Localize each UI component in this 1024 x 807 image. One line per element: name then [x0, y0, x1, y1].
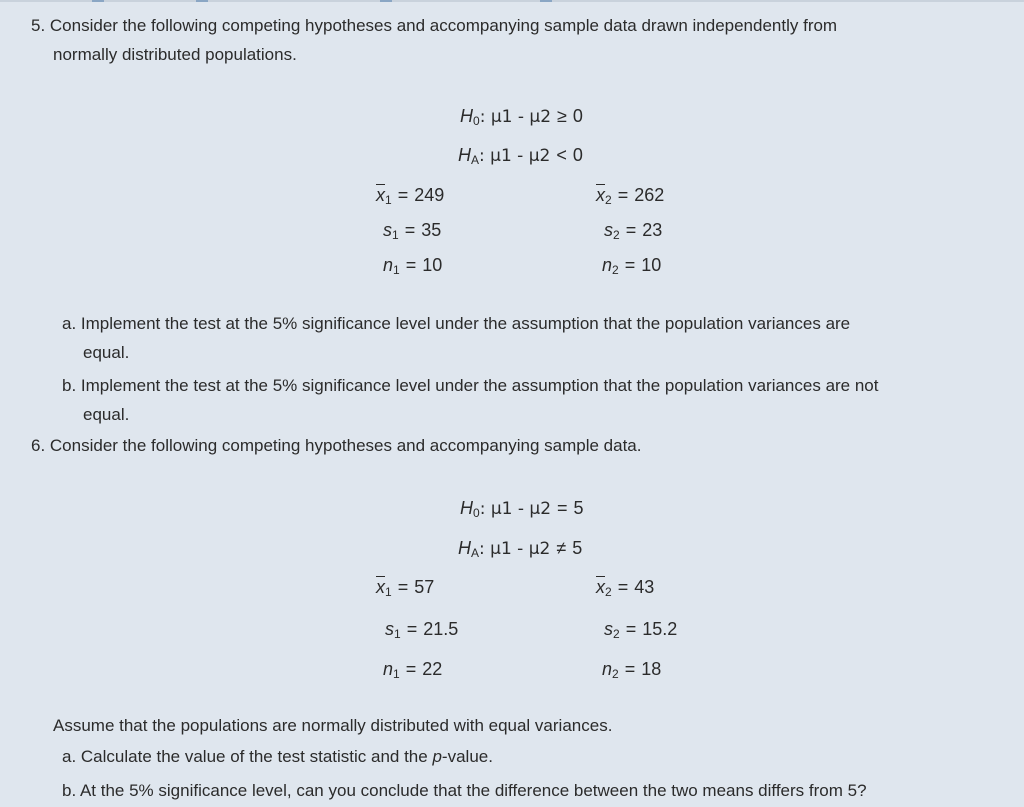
xbar1-value: 57 [414, 577, 435, 597]
q5-intro-line1: 5. Consider the following competing hypotheses and accompanying sample data drawn independently from [31, 16, 838, 35]
q5-part-a-line1: a. Implement the test at the 5% significance level under the assumption that the population variances are [62, 314, 851, 333]
h-symbol: H [460, 106, 473, 126]
q6-xbar1: $\overline{x}_1 = 57$ [376, 577, 435, 599]
part-a-suffix: -value. [441, 747, 493, 766]
divider-tick [196, 0, 208, 2]
q6-part-a [62, 746, 493, 768]
rhs-value: 0 [572, 106, 583, 126]
top-divider [0, 0, 1024, 2]
q5-s1: $s_1 = 35$ [383, 220, 442, 242]
s1-value: 21.5 [423, 619, 459, 639]
s2-value: 15.2 [642, 619, 678, 639]
n2-value: 18 [641, 659, 662, 679]
q6-n2: $n_2 = 18$ [602, 659, 662, 681]
s2-value: 23 [642, 220, 663, 240]
mu-difference: : μ1 - μ2 [479, 499, 552, 519]
h-subscript: A [471, 153, 480, 167]
divider-tick [92, 0, 104, 2]
q6-n1: $n_1 = 22$ [383, 659, 443, 681]
xbar1-value: 249 [414, 185, 445, 205]
operator: ≥ [557, 106, 567, 126]
q5-part-b-line1: b. Implement the test at the 5% significance level under the assumption that the population variances are not [62, 376, 879, 395]
q5-alt-hypothesis [458, 143, 583, 168]
part-a-text: a. Calculate the value of the test statistic and the [62, 747, 433, 766]
h-symbol: H [460, 498, 473, 518]
xbar2-value: 43 [634, 577, 655, 597]
p-symbol: p [432, 747, 442, 766]
q5-part-a-line2: equal. [83, 343, 130, 362]
q5-xbar1: $\overline{x}_1 = 249$ [376, 185, 445, 207]
h-subscript: 0 [473, 114, 480, 128]
q5-null-hypothesis [460, 104, 583, 129]
q6-xbar2: $\overline{x}_2 = 43$ [596, 577, 655, 599]
mu-difference: : μ1 - μ2 [479, 107, 552, 127]
operator: ≠ [556, 538, 567, 558]
q6-assumption: Assume that the populations are normally distributed with equal variances. [53, 716, 613, 735]
q6-alt-hypothesis [458, 536, 582, 561]
q5-part-b-line2: equal. [83, 405, 130, 424]
n1-value: 10 [422, 255, 443, 275]
q5-n1: $n_1 = 10$ [383, 255, 443, 277]
q6-null-hypothesis [460, 496, 584, 521]
q5-intro-line2: normally distributed populations. [53, 45, 297, 64]
operator: = [557, 498, 568, 518]
q6-s1: $s_1 = 21.5$ [385, 619, 459, 641]
h-symbol: H [458, 145, 471, 165]
divider-tick [380, 0, 392, 2]
q6-intro: 6. Consider the following competing hypotheses and accompanying sample data. [31, 436, 642, 455]
s1-value: 35 [421, 220, 442, 240]
h-subscript: A [471, 546, 480, 560]
q5-xbar2: $\overline{x}_2 = 262$ [596, 185, 665, 207]
n1-value: 22 [422, 659, 443, 679]
operator: < [556, 145, 567, 165]
rhs-value: 5 [572, 538, 583, 558]
h-symbol: H [458, 538, 471, 558]
n2-value: 10 [641, 255, 662, 275]
q6-part-b: b. At the 5% significance level, can you conclude that the difference between the two means differs from 5? [62, 781, 867, 800]
mu-difference: : μ1 - μ2 [479, 146, 551, 166]
xbar2-value: 262 [634, 185, 665, 205]
divider-tick [540, 0, 552, 2]
h-subscript: 0 [473, 506, 480, 520]
rhs-value: 0 [572, 145, 583, 165]
rhs-value: 5 [573, 498, 584, 518]
q5-s2: $s_2 = 23$ [604, 220, 663, 242]
q5-n2: $n_2 = 10$ [602, 255, 662, 277]
q6-s2: $s_2 = 15.2$ [604, 619, 678, 641]
mu-difference: : μ1 - μ2 [479, 539, 551, 559]
